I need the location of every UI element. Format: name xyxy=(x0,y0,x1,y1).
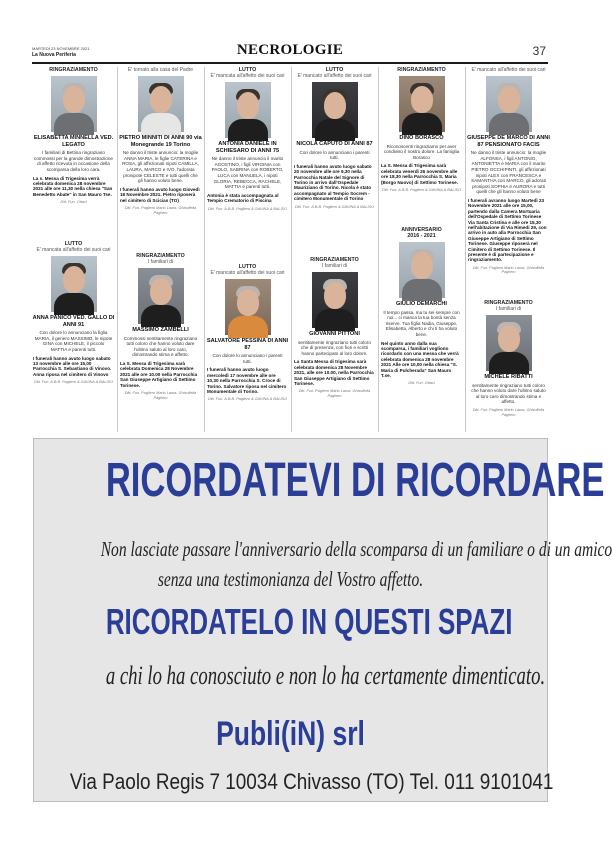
funeral-agency: Ditt. Fun. Ottavi xyxy=(408,381,435,386)
portrait-photo xyxy=(399,242,445,298)
portrait-photo xyxy=(399,76,445,132)
column-divider xyxy=(117,67,118,432)
funeral-agency: Ditt. Fun. A.B.B. Pagliero & GAVINA & BALISO xyxy=(294,204,375,209)
funeral-agency: Ditt. Fun. A.B.B. Pagliero & GAVINA & BALISO xyxy=(207,397,288,402)
deceased-name: ANNA PANICO VED. GALLO DI ANNI 91 xyxy=(32,315,115,328)
column-divider xyxy=(378,67,379,432)
notice-type: E' tornato alla casa del Padre xyxy=(127,67,194,73)
notice-text: Ne danno il triste annuncio il marito AGOSTINO, i figli VIRGINIA con PAOLO, SABRINA con ROBERTO, LUCA con MANUELA, i nipoti GLORIA, REBECCA, RACHELE, MATTIA e parenti tutti. xyxy=(211,156,284,190)
column-divider xyxy=(204,67,205,432)
notice-type: LUTTO xyxy=(325,67,344,73)
section-title: NECROLOGIE xyxy=(236,42,344,58)
column-6 xyxy=(467,67,550,432)
funeral-info: La S. Messa di Trigesima sarà celebrata Domenica 28 Novembre 2021 alle ore 10.00 nella Parrocchia San Giuseppe Artigiano di Settimo Torinese. xyxy=(120,360,198,388)
funeral-agency: Ditt. Fun. Pagliero Mario Laura, Ghisolfella Pagliero xyxy=(472,407,545,417)
advertisement-box xyxy=(33,438,612,802)
obituary-notice xyxy=(206,67,289,211)
deceased-name: NICOLA CAPUTO DI ANNI 87 xyxy=(296,141,373,147)
deceased-name: SALVATORE PESSINA DI ANNI 87 xyxy=(206,338,289,351)
notice-subtitle: E' mancato all'affetto dei suoi cari xyxy=(210,270,285,276)
obituary-notice xyxy=(380,67,463,193)
column-4 xyxy=(293,67,376,432)
portrait-photo xyxy=(312,272,358,328)
column-5 xyxy=(380,67,463,432)
notice-subtitle: E' mancata all'affetto dei suoi cari xyxy=(36,247,111,253)
notice-type: RINGRAZIAMENTO xyxy=(136,253,185,259)
issue-date: MARTEDÌ 23 NOVEMBRE 2021 xyxy=(32,46,90,51)
ad-subheadline: RICORDATELO IN QUESTI SPAZI xyxy=(105,601,513,642)
obituary-notice xyxy=(206,264,289,402)
funeral-info: I funerali avranno luogo Martedì 23 Novembre 2021 alle ore 15,00, partendo dalla Camera Mortuaria dell'Ospedale di Settimo Torinese Via Santa Cristina e alle ore 15,30 nell'abitazione di Via Rimedi 29, con arrivo in auto alla Parrocchia San Giuseppe Artigiano di Settimo Torinese. Giuseppe riposerà nel Cimitero di Settimo Torinese. Il presente è di partecipazione e ringraziamento. xyxy=(468,197,547,263)
column-divider xyxy=(465,67,466,432)
deceased-name: MICHELE RIBATTI xyxy=(484,374,533,380)
funeral-info: I funerali hanno avuto luogo sabato 13 novembre alle ore 15,00 Parrocchia S. Sebastiano di Vinovo. Anna riposa nel cimitero di Vinovo xyxy=(33,355,112,377)
funeral-agency: Ditt. Fun. Pagliero Mario Laura, Ghisolfella Pagliero xyxy=(124,391,197,400)
ad-text-line: senza una testimonianza del Vostro affetto. xyxy=(157,567,424,591)
notice-subtitle: I familiari di xyxy=(495,306,522,312)
notice-subtitle: E' mancato all'affetto dei suoi cari xyxy=(297,73,372,79)
obituary-notice xyxy=(293,67,376,209)
portrait-photo xyxy=(225,279,271,335)
page-number: 37 xyxy=(532,44,546,58)
notice-type: RINGRAZIAMENTO xyxy=(310,257,359,263)
notice-type: RINGRAZIAMENTO xyxy=(397,67,446,73)
obituary-columns xyxy=(32,67,548,432)
notice-text: Riconoscenti ringraziamo per aver condiviso il nostro dolore. La famiglia Borasco xyxy=(383,143,460,160)
deceased-name: DINO BORASCO xyxy=(399,135,444,141)
notice-subtitle: I familiari di xyxy=(147,259,174,265)
ad-headline: RICORDATEVI DI RICORDARE xyxy=(105,454,605,507)
funeral-agency: Ditt. Fun. A.B.B. Pagliero & GAVINA & BALISO xyxy=(381,188,462,192)
portrait-photo xyxy=(51,256,97,312)
header-rule xyxy=(32,62,548,64)
notice-type: E' mancato all'affetto dei suoi cari xyxy=(471,67,546,73)
funeral-agency: Ditt. Fun. Pagliero Mario Laura, Ghisolfella Pagliero xyxy=(472,265,545,275)
notice-type: RINGRAZIAMENTO xyxy=(484,300,533,306)
portrait-photo xyxy=(138,268,184,324)
funeral-info: I funerali hanno avuto luogo Giovedì 18 Novembre 2021. Pietro riposerà nel cimitero di Scicias (TO) xyxy=(120,186,200,203)
notice-type: LUTTO xyxy=(238,264,257,270)
deceased-name: PIETRO MINNITI DI ANNI 90 via Monegrande 19 Torino xyxy=(119,135,202,148)
deceased-name: GIOVANNI PITTONI xyxy=(309,331,360,337)
notice-text: Ne danno il triste annuncio: la moglie ALFONSA, i figli ANTONIO, ANTONIETTA e MARIA con il marito PIETRO OCCHIPINTI, gli affezionati nipoti ALEX con FRANCESCA e SAMANTHA con MARCO, gli adorati pronipoti SOPHIA e AURORA e tutti quelli che gli hanno voluto bene xyxy=(470,150,547,195)
funeral-agency: Ditt. Fun. A.B.B. Pagliero & GAVINA & BALISO xyxy=(33,380,114,385)
notice-text: sentitamente ringraziano tutti coloro che hanno voluto dare l'ultimo saluto al loro caro dimostrando stima e affetto. xyxy=(471,382,546,405)
funeral-info: I funerali hanno avuto luogo mercoledì 17 novembre alle ore 10,30 nella Parrocchia S. Croce di Torino. Salvatore riposa nel cimitero Monumentale di Torino. xyxy=(207,367,287,394)
notice-type: LUTTO xyxy=(64,241,83,247)
notice-text: Commossi sentitamente ringraziano tutti coloro che hanno voluto dare l'ultimo saluto al loro caro, dimostrando stima e affetto. xyxy=(123,335,198,358)
notice-type: RINGRAZIAMENTO xyxy=(49,67,98,73)
funeral-agency: Ditt. Fun. A.B.B. Pagliero & GAVINA & BALISO xyxy=(207,206,288,211)
funeral-agency: Ditt. Fun. Ottavi xyxy=(60,200,87,205)
ad-address: Via Paolo Regis 7 10034 Chivasso (TO) Tel. 011 9101041 xyxy=(69,769,554,794)
funeral-info: Antonia è stata accompagnata al Tempio Crematorio di Piscina xyxy=(207,192,279,204)
obituary-notice xyxy=(32,241,115,385)
funeral-info: La s. Messa di Trigesima verrà celebrata domenica 28 novembre 2021 alle ore 11,30 nella chiesa "San Benedetto Abate" in San Mauro Tse. xyxy=(33,175,113,197)
notice-type: ANNIVERSARIO xyxy=(401,227,442,233)
notice-text: Ne danno il triste annuncio: la moglie ANNA MARIA, le figlie CATERINA e ROSA, gli affezionati nipoti CAMILLA, LAURA, MARCO e IVO, l'adorata pronipote CELESTE e tutti quelli che gli hanno voluto bene. xyxy=(122,150,199,184)
portrait-photo xyxy=(486,315,532,371)
ad-text-line: Non lasciate passare l'anniversario della scomparsa di un familiare o di un amico xyxy=(100,537,612,561)
obituary-notice xyxy=(467,300,550,417)
obituary-notice xyxy=(380,227,463,386)
notice-text: Con dolore lo annunciano i parenti tutti. xyxy=(212,353,283,364)
page-header xyxy=(32,42,548,62)
funeral-info: Nel quinto anno dalla sua scomparsa, i familiari vogliono ricordarlo con una messa che verrà celebrata domenica 28 novembre 2021 Alle ore 10,00 nella chiesa "S. Maria di Pulcherada" San Mauro T.se. xyxy=(381,340,459,378)
deceased-name: ELISABETTA MINNELLA VED. LEGATO xyxy=(33,135,114,148)
notice-subtitle: 2016 - 2021 xyxy=(407,233,436,239)
funeral-info: La S. Messa di Trigesima sarà celebrata venerdì 26 novembre alle ore 18,30 nella Parrocchia S. Maria (Borgo Nuovo) di Settimo Torinese. xyxy=(381,163,458,185)
notice-text: Il tempo passa, ma tu sei sempre con noi... ci manca la tua bontà senza riserve. Tua figlia Nadia, Giuseppe, Elisabetta, Alberto e chi ti ha voluto bene. xyxy=(383,309,460,337)
notice-subtitle: E' mancata all'affetto dei suoi cari xyxy=(210,73,285,79)
obituary-notice xyxy=(293,257,376,399)
ad-brand-name: Publi(iN) srl xyxy=(216,715,365,753)
portrait-photo xyxy=(225,82,271,138)
column-1 xyxy=(32,67,115,432)
deceased-name: GIUSEPPE DE MARCO DI ANNI 87 PENSIONATO FACIS xyxy=(467,135,550,148)
column-3 xyxy=(206,67,289,432)
newspaper-name: La Nuova Periferia xyxy=(32,52,76,58)
portrait-photo xyxy=(138,76,184,132)
obituary-notice xyxy=(119,67,202,215)
notice-subtitle: I familiari di xyxy=(321,263,348,269)
funeral-agency: Ditt. Fun. Pagliero Mario Laura, Ghisolfella Pagliero xyxy=(298,389,371,398)
column-divider xyxy=(291,67,292,432)
column-2 xyxy=(119,67,202,432)
funeral-info: I funerali hanno avuto luogo sabato 20 novembre alle ore 9,30 nella Parrocchia Natale del Signore di Torino in arrivo dall'Ospedale Mauriziano di Torino. Nicola è stato accompagnato al Tempio Socrem - cimitero Monumentale di Torino xyxy=(294,163,372,202)
deceased-name: MASSIMO ZAMBELLI xyxy=(132,327,189,333)
deceased-name: GIULIO DEMARCHI xyxy=(396,301,447,307)
ad-text-line: a chi lo ha conosciuto e non lo ha certamente dimenticato. xyxy=(105,661,546,690)
portrait-photo xyxy=(312,82,358,138)
notice-text: Con dolore lo annunciano la figlia MARIA, il genero MASSIMO, le nipote GINA con MICHELE, il piccolo MATTIA e parenti tutti. xyxy=(34,330,113,352)
obituary-notice xyxy=(32,67,115,205)
notice-text: I familiari di Bettina ringraziano commossi per la grande dimostrazione di affetto ricevuta in occasione della scomparsa della loro cara. xyxy=(34,150,113,172)
portrait-photo xyxy=(486,76,532,132)
funeral-info: La Santa Messa di trigesima sarà celebrata domenica 28 Novembre 2021, alle ore 10.00, nella Parrocchia San Giuseppe Artigiano di Settimo Torinese. xyxy=(294,359,374,386)
funeral-agency: Ditt. Fun. Pagliero Mario Laura, Ghisolfella Pagliero xyxy=(124,205,197,215)
notice-type: LUTTO xyxy=(238,67,257,73)
obituary-notice xyxy=(467,67,550,275)
deceased-name: ANTONIA DANIELE IN SCHIESARO DI ANNI 75 xyxy=(215,141,280,154)
notice-text: Con dolore lo annunciano i parenti tutti. xyxy=(299,149,370,161)
notice-text: sentitamente ringraziano tutti coloro che di presenza, con fiori e scritti hanno partecipato al loro dolore. xyxy=(298,339,371,356)
portrait-photo xyxy=(51,76,97,132)
obituary-notice xyxy=(119,253,202,400)
